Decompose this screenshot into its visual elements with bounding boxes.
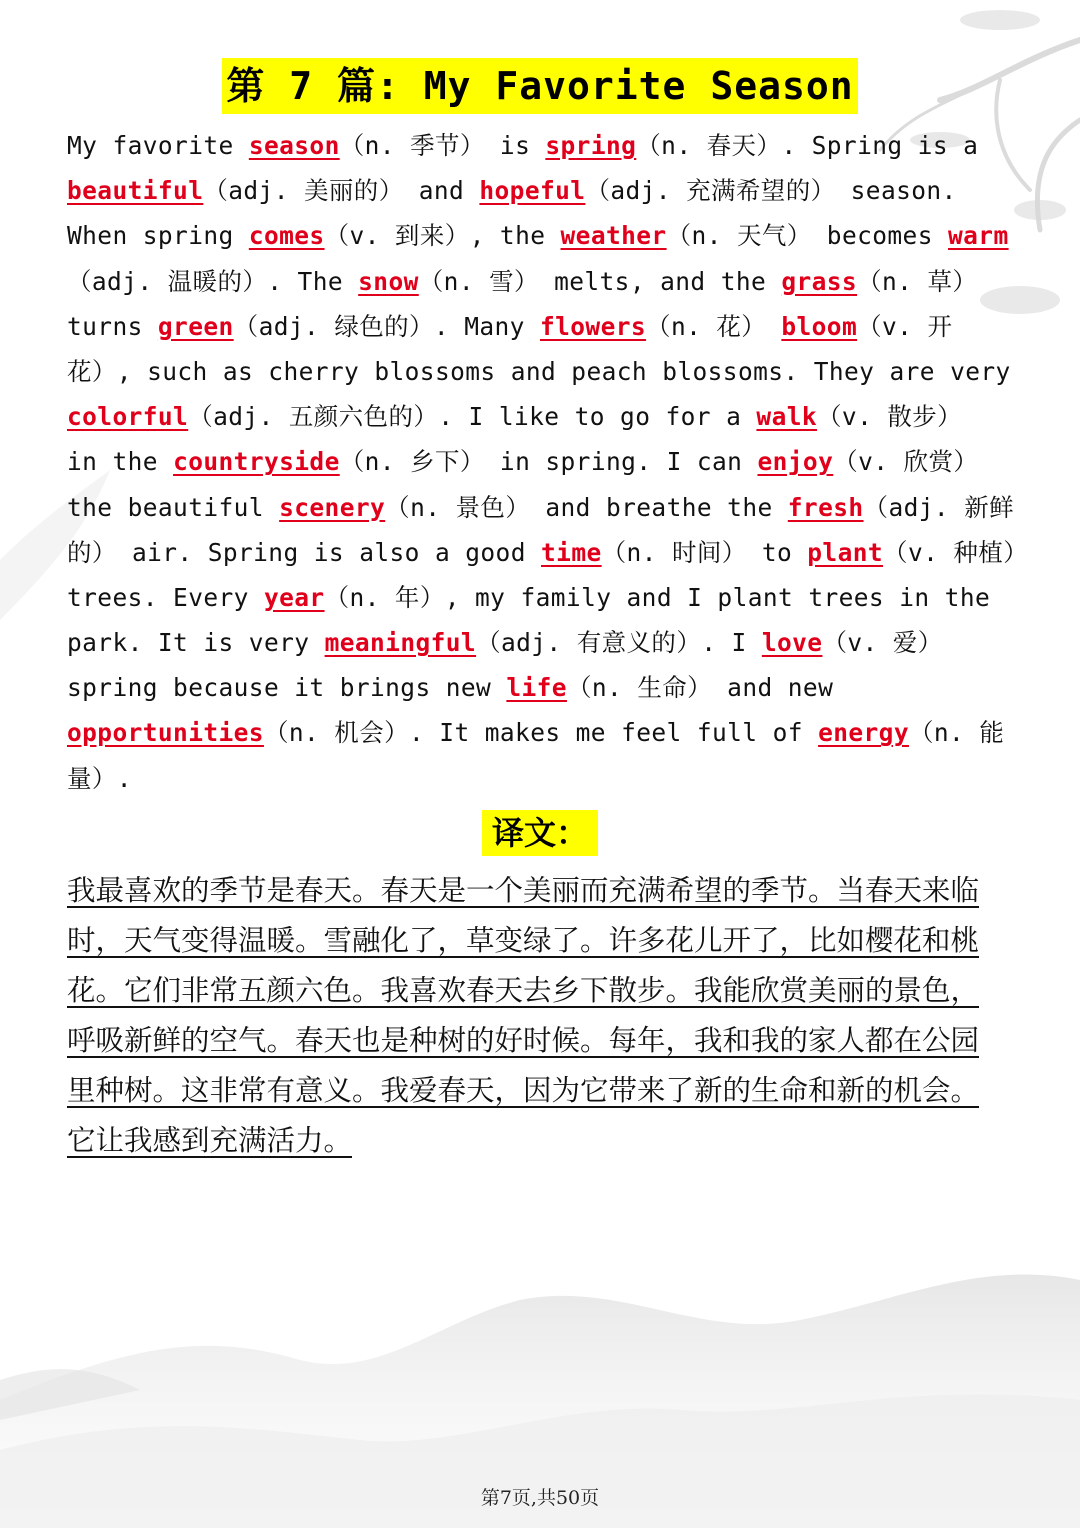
passage-line — [67, 485, 1042, 530]
passage-text: turns — [67, 311, 158, 341]
passage-text: （n. 乡下） in spring. I can — [339, 447, 758, 477]
page-number: 第7页,共50页 — [480, 1487, 600, 1509]
passage-line — [67, 349, 1042, 394]
vocabulary-word: opportunities — [67, 718, 264, 748]
passage-text: 的） air. Spring is also a good — [67, 537, 542, 567]
passage-text: 量）. — [67, 763, 132, 793]
passage-text: （v. 散步） — [817, 402, 963, 432]
passage-text: 花）, such as cherry blossoms and peach blossoms. They are very — [67, 356, 1011, 386]
passage-text: （n. 能 — [908, 718, 1005, 748]
vocabulary-word: scenery — [279, 492, 386, 522]
translation-line: 我最喜欢的季节是春天。春天是一个美丽而充满希望的季节。当春天来临 — [67, 874, 980, 907]
passage-text: （adj. 绿色的）. Many — [233, 311, 540, 341]
vocabulary-word: beautiful — [67, 176, 204, 206]
vocabulary-word: green — [157, 311, 234, 341]
vocabulary-word: bloom — [781, 311, 858, 341]
passage-text: （n. 春天）. Spring is a — [636, 131, 979, 160]
passage-text: spring because it brings new — [67, 673, 507, 703]
vocabulary-word: warm — [948, 221, 1009, 251]
vocabulary-word: comes — [248, 221, 325, 251]
chinese-translation — [67, 866, 1002, 1166]
passage-text: （adj. 美丽的） and — [203, 176, 480, 206]
translation-line: 花。它们非常五颜六色。我喜欢春天去乡下散步。我能欣赏美丽的景色， — [67, 974, 980, 1007]
vocabulary-word: time — [541, 537, 602, 567]
passage-line — [67, 304, 1042, 349]
passage-text: （v. 爱） — [822, 628, 943, 658]
article-title: 第 7 篇: My Favorite Season — [222, 58, 857, 114]
vocabulary-word: weather — [560, 221, 667, 251]
translation-line: 时，天气变得温暖。雪融化了，草变绿了。许多花儿开了，比如樱花和桃 — [67, 924, 980, 957]
passage-text: （v. 开 — [857, 311, 953, 341]
vocabulary-word: love — [761, 628, 823, 658]
vocabulary-word: colorful — [67, 402, 189, 432]
vocabulary-word: grass — [781, 266, 858, 296]
passage-text: （n. 花） — [646, 311, 782, 341]
passage-line — [67, 665, 1042, 710]
vocabulary-word: energy — [818, 718, 909, 748]
passage-line — [67, 168, 1042, 213]
translation-line: 呼吸新鲜的空气。春天也是种树的好时候。每年，我和我的家人都在公园 — [67, 1024, 980, 1057]
passage-line — [67, 756, 1042, 801]
vocabulary-word: season — [248, 131, 340, 160]
passage-text: （n. 雪） melts, and the — [418, 266, 782, 296]
vocabulary-word: plant — [807, 537, 884, 567]
passage-text: （adj. 五颜六色的）. I like to go for a — [188, 402, 757, 432]
passage-text: （adj. 温暖的）. The — [67, 266, 359, 296]
passage-line — [67, 620, 1042, 665]
passage-line — [67, 394, 1042, 439]
vocabulary-word: flowers — [539, 311, 647, 341]
passage-text: （n. 草） — [857, 266, 978, 296]
passage-text: （adj. 充满希望的） season. — [585, 176, 957, 206]
passage-text: trees. Every — [67, 582, 264, 612]
passage-text: （v. 到来）, the — [324, 221, 561, 251]
passage-text: （n. 年）, my family and I plant trees in the — [324, 582, 991, 612]
passage-text: （n. 天气） becomes — [666, 221, 948, 251]
passage-text: the beautiful — [67, 492, 280, 522]
passage-text: （n. 生命） and new — [566, 673, 834, 703]
passage-line — [67, 575, 1042, 620]
translation-heading: 译文： — [482, 810, 598, 856]
passage-text: My favorite — [67, 131, 249, 160]
vocabulary-word: year — [263, 582, 325, 612]
passage-text: （n. 时间） to — [601, 537, 808, 567]
vocabulary-word: life — [506, 673, 567, 703]
vocabulary-word: fresh — [787, 492, 864, 522]
passage-text: When spring — [67, 221, 249, 251]
vocabulary-word: hopeful — [479, 176, 586, 206]
passage-text: （adj. 有意义的）. I — [476, 628, 762, 658]
passage-line — [67, 710, 1042, 755]
passage-text: （v. 欣赏） — [833, 447, 979, 477]
translation-line: 它让我感到充满活力。 — [67, 1124, 353, 1157]
passage-text: （n. 景色） and breathe the — [385, 492, 788, 522]
vocabulary-word: countryside — [173, 447, 340, 477]
passage-line — [67, 530, 1042, 575]
passage-line — [67, 259, 1042, 304]
vocabulary-word: meaningful — [324, 628, 477, 658]
vocabulary-word: enjoy — [757, 447, 834, 477]
passage-text: （n. 机会）. It makes me feel full of — [263, 718, 819, 748]
passage-line — [67, 213, 1042, 258]
passage-text: （n. 季节） is — [339, 131, 546, 160]
passage-text: park. It is very — [67, 628, 325, 658]
translation-line: 里种树。这非常有意义。我爱春天，因为它带来了新的生命和新的机会。 — [67, 1074, 980, 1107]
passage-line — [67, 123, 1042, 168]
vocabulary-word: spring — [545, 131, 637, 160]
vocabulary-word: walk — [756, 402, 818, 432]
passage-text: （adj. 新鲜 — [863, 492, 1014, 522]
english-passage — [67, 123, 1042, 801]
vocabulary-word: snow — [358, 266, 419, 296]
passage-text: （v. 种植） — [883, 537, 1029, 567]
passage-line — [67, 439, 1042, 484]
passage-text: in the — [67, 447, 174, 477]
